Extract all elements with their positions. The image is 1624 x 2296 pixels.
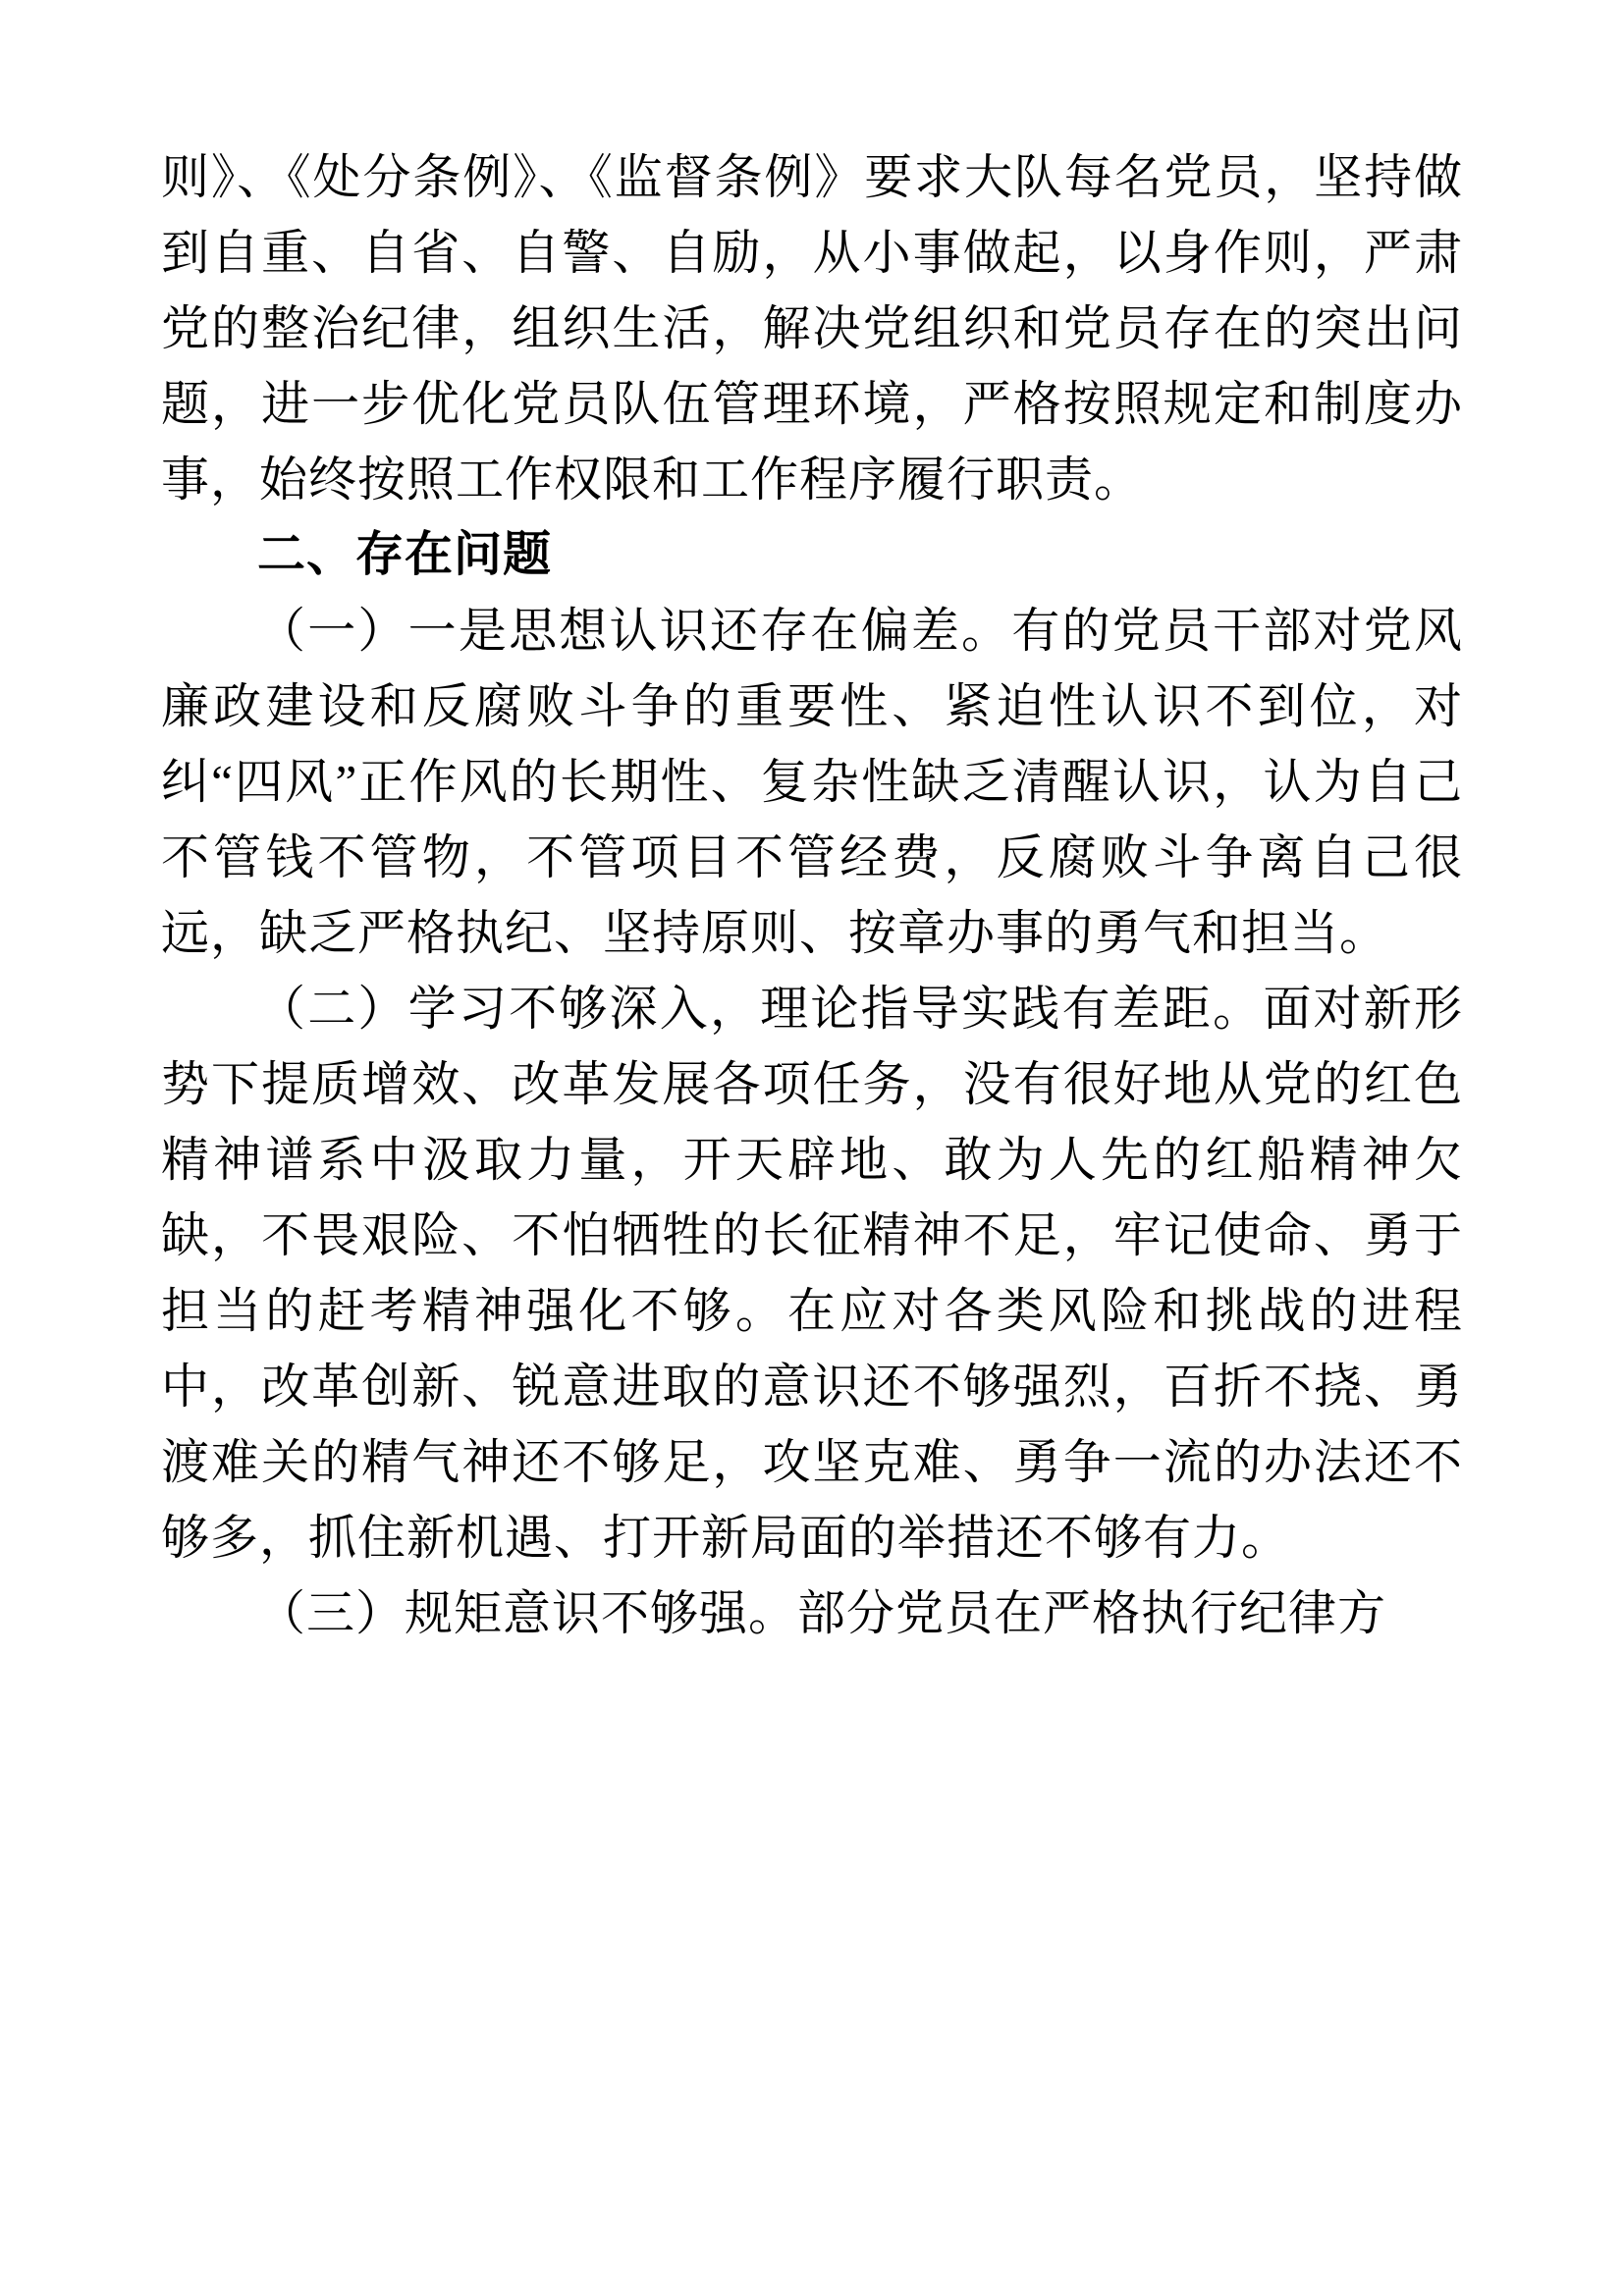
paragraph-continuation: 则》、《处分条例》、《监督条例》要求大队每名党员，坚持做到自重、自省、自警、自励，从小事做起，以身作则，严肃党的整治纪律，组织生活，解决党组织和党员存在的突出问题，进一步优化党员队伍管理环境，严格按照规定和制度办事，始终按照工作权限和工作程序履行职责。 bbox=[161, 150, 1463, 507]
paragraph-item-2: （二）学习不够深入，理论指导实践有差距。面对新形势下提质增效、改革发展各项任务，没有很好地从党的红色精神谱系中汲取力量，开天辟地、敢为人先的红船精神欠缺，不畏艰险、不怕牺牲的长征精神不足，牢记使命、勇于担当的赶考精神强化不够。在应对各类风险和挑战的进程中，改革创新、锐意进取的意识还不够强烈，百折不挠、勇渡难关的精气神还不够足，攻坚克难、勇争一流的办法还不够多，抓住新机遇、打开新局面的举措还不够有力。 bbox=[161, 982, 1463, 1565]
paragraph-item-1: （一）一是思想认识还存在偏差。有的党员干部对党风廉政建设和反腐败斗争的重要性、紧迫性认识不到位，对纠“四风”正作风的长期性、复杂性缺乏清醒认识，认为自己不管钱不管物，不管项目不管经费，反腐败斗争离自己很远，缺乏严格执纪、坚持原则、按章办事的勇气和担当。 bbox=[161, 604, 1463, 960]
paragraph-item-3: （三）规矩意识不够强。部分党员在严格执行纪律方 bbox=[257, 1586, 1387, 1640]
section-heading: 二、存在问题 bbox=[257, 528, 553, 581]
